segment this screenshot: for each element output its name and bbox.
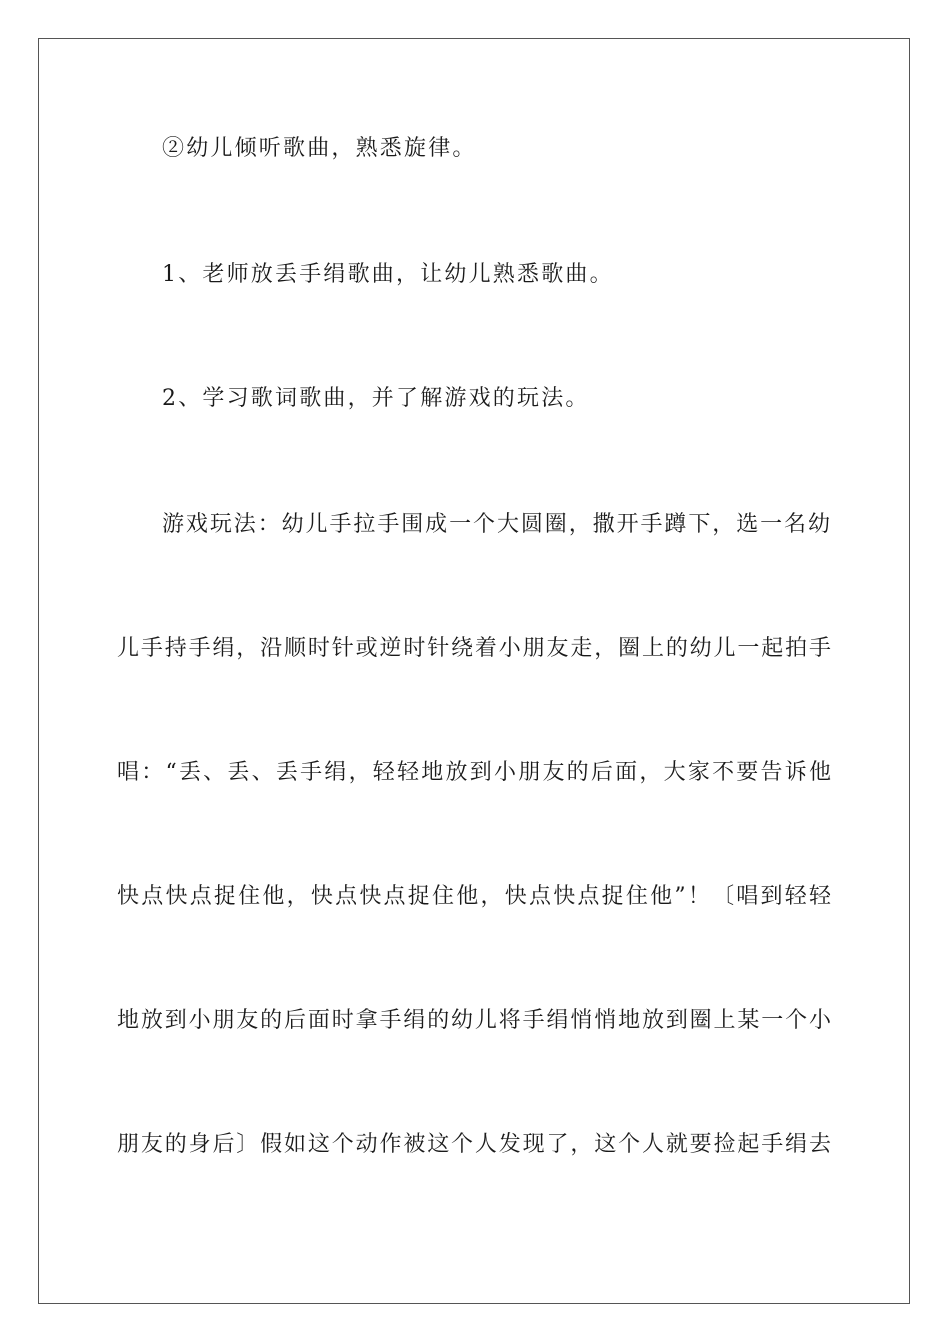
text-line-6: 唱：“丢、丢、丢手绢，轻轻地放到小朋友的后面，大家不要告诉他 <box>117 760 831 785</box>
text-line-1: ②幼儿倾听歌曲，熟悉旋律。 <box>162 136 477 161</box>
text-line-8: 地放到小朋友的后面时拿手绢的幼儿将手绢悄悄地放到圈上某一个小 <box>117 1008 831 1033</box>
text-line-2: 1、老师放丢手绢歌曲，让幼儿熟悉歌曲。 <box>162 262 614 287</box>
text-line-3: 2、学习歌词歌曲，并了解游戏的玩法。 <box>162 386 590 411</box>
text-line-5: 儿手持手绢，沿顺时针或逆时针绕着小朋友走，圈上的幼儿一起拍手 <box>117 636 831 661</box>
text-line-4: 游戏玩法：幼儿手拉手围成一个大圆圈，撒开手蹲下，选一名幼 <box>162 512 830 537</box>
text-line-7: 快点快点捉住他，快点快点捉住他，快点快点捉住他”！〔唱到轻轻 <box>117 884 831 909</box>
page-border <box>38 38 910 1304</box>
text-line-9: 朋友的身后〕假如这个动作被这个人发现了，这个人就要捡起手绢去 <box>117 1132 831 1157</box>
